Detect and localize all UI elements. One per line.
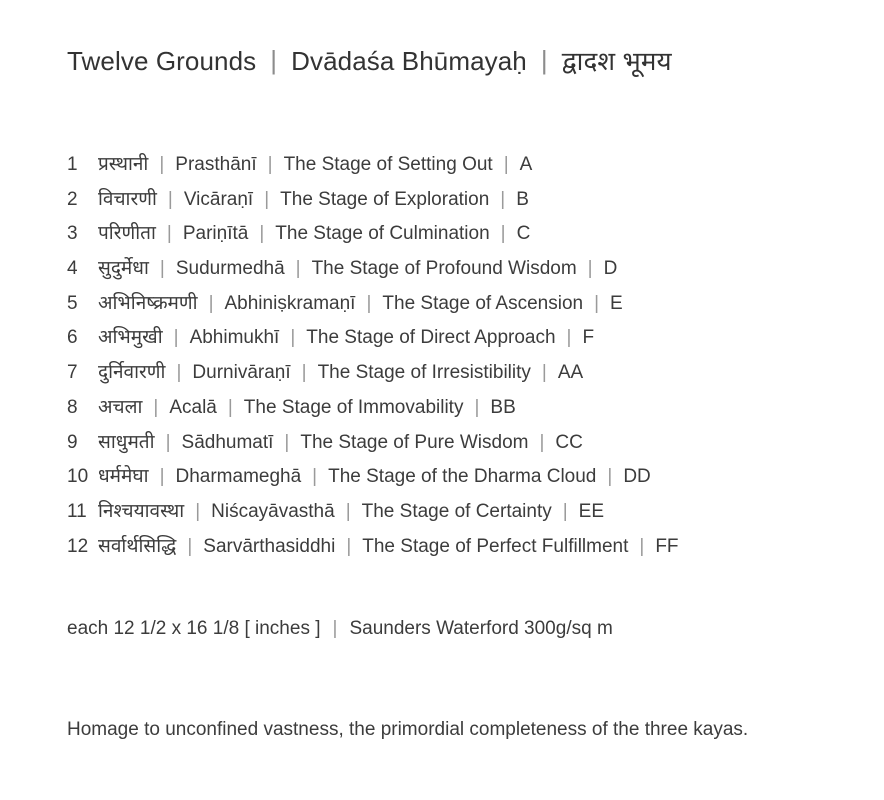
ground-devanagari: साधुमती [98, 431, 155, 453]
title-separator-1: | [270, 45, 278, 75]
row-separator: | [153, 396, 159, 418]
ground-row [67, 391, 867, 426]
ground-row [67, 356, 867, 391]
row-separator: | [208, 292, 214, 314]
ground-english: The Stage of Direct Approach [306, 327, 556, 349]
ground-transliteration: Vicāraṇī [183, 188, 254, 210]
row-separator: | [607, 466, 613, 488]
ground-english: The Stage of Ascension [382, 292, 584, 314]
page-title [67, 46, 672, 77]
materials-note [67, 617, 613, 642]
ground-devanagari: दुर्निवारणी [98, 362, 166, 384]
ground-number: 8 [67, 396, 78, 418]
ground-number: 7 [67, 362, 78, 384]
materials-separator: | [332, 618, 338, 639]
row-separator: | [264, 188, 270, 210]
row-separator: | [165, 431, 171, 453]
ground-transliteration: Prasthānī [175, 154, 257, 175]
ground-transliteration: Durnivāraṇī [192, 362, 291, 384]
row-separator: | [562, 500, 568, 522]
ground-row [67, 495, 867, 530]
row-separator: | [166, 223, 172, 245]
ground-english: The Stage of Culmination [275, 223, 490, 245]
ground-english: The Stage of the Dharma Cloud [328, 466, 597, 488]
ground-english: The Stage of Profound Wisdom [311, 258, 577, 280]
row-separator: | [639, 535, 645, 557]
ground-english: The Stage of Perfect Fulfillment [362, 535, 629, 557]
row-separator: | [474, 396, 480, 418]
row-separator: | [346, 535, 352, 557]
paper-text: Saunders Waterford 300g/sq m [349, 618, 613, 639]
title-transliteration: Dvādaśa Bhūmayaḥ [291, 46, 527, 76]
ground-english: The Stage of Certainty [361, 500, 552, 522]
ground-devanagari: प्रस्थानी [98, 154, 149, 175]
ground-row [67, 148, 867, 183]
row-separator: | [227, 396, 233, 418]
ground-number: 2 [67, 188, 78, 210]
ground-code: F [582, 327, 595, 349]
row-separator: | [267, 154, 273, 175]
title-english: Twelve Grounds [67, 46, 257, 76]
ground-row [67, 252, 867, 287]
ground-row [67, 217, 867, 252]
ground-devanagari: अभिमुखी [98, 327, 163, 349]
ground-transliteration: Niścayāvasthā [211, 500, 335, 522]
row-separator: | [587, 258, 593, 280]
ground-number: 4 [67, 258, 78, 280]
row-separator: | [195, 500, 201, 522]
ground-number: 5 [67, 292, 78, 314]
ground-code: B [516, 188, 529, 210]
row-separator: | [295, 258, 301, 280]
ground-transliteration: Sudurmedhā [175, 258, 285, 280]
ground-code: EE [578, 500, 605, 522]
ground-number: 1 [67, 154, 78, 175]
ground-row [67, 287, 867, 322]
row-separator: | [159, 258, 165, 280]
row-separator: | [159, 466, 165, 488]
ground-devanagari: सुदुर्मेधा [98, 258, 149, 280]
ground-code: C [516, 223, 531, 245]
row-separator: | [173, 327, 179, 349]
grounds-list [67, 148, 867, 564]
ground-row [67, 530, 867, 565]
ground-english: The Stage of Immovability [243, 396, 464, 418]
row-separator: | [312, 466, 318, 488]
title-devanagari: द्वादश भूमय [561, 46, 672, 76]
ground-number: 9 [67, 431, 78, 453]
row-separator: | [159, 154, 165, 175]
ground-transliteration: Pariṇītā [182, 223, 249, 245]
ground-number: 6 [67, 327, 78, 349]
ground-english: The Stage of Exploration [280, 188, 490, 210]
row-separator: | [167, 188, 173, 210]
ground-row [67, 460, 867, 495]
ground-devanagari: अचला [98, 396, 143, 418]
homage-note: Homage to unconfined vastness, the primordial completeness of the three kayas. [67, 719, 749, 740]
ground-code: A [519, 154, 533, 175]
row-separator: | [284, 431, 290, 453]
ground-number: 11 [67, 500, 87, 522]
ground-number: 3 [67, 223, 78, 245]
ground-code: DD [623, 466, 651, 488]
ground-devanagari: धर्ममेघा [98, 466, 149, 488]
ground-devanagari: निश्चयावस्था [98, 500, 185, 522]
row-separator: | [594, 292, 600, 314]
ground-devanagari: सर्वार्थसिद्धि [98, 535, 177, 557]
row-separator: | [500, 188, 506, 210]
ground-devanagari: अभिनिष्क्रमणी [98, 292, 198, 314]
ground-number: 12 [67, 535, 89, 557]
ground-code: FF [655, 535, 679, 557]
row-separator: | [503, 154, 509, 175]
ground-devanagari: विचारणी [98, 188, 157, 210]
ground-code: D [603, 258, 618, 280]
ground-number: 10 [67, 466, 89, 488]
ground-row [67, 183, 867, 218]
row-separator: | [187, 535, 193, 557]
row-separator: | [290, 327, 296, 349]
row-separator: | [301, 362, 307, 384]
row-separator: | [539, 431, 545, 453]
ground-code: CC [555, 431, 583, 453]
ground-code: E [610, 292, 623, 314]
row-separator: | [345, 500, 351, 522]
ground-devanagari: परिणीता [98, 223, 156, 245]
row-separator: | [366, 292, 372, 314]
dimensions-text: each 12 1/2 x 16 1/8 [ inches ] [67, 618, 321, 639]
ground-transliteration: Dharmameghā [175, 466, 302, 488]
ground-transliteration: Acalā [169, 396, 217, 418]
ground-transliteration: Sarvārthasiddhi [203, 535, 336, 557]
ground-transliteration: Abhiniṣkramaṇī [224, 292, 356, 314]
ground-row [67, 321, 867, 356]
row-separator: | [566, 327, 572, 349]
ground-transliteration: Sādhumatī [181, 431, 274, 453]
title-separator-2: | [540, 45, 548, 75]
ground-transliteration: Abhimukhī [189, 327, 280, 349]
ground-english: The Stage of Irresistibility [317, 362, 531, 384]
row-separator: | [259, 223, 265, 245]
ground-code: AA [557, 362, 584, 384]
ground-row [67, 426, 867, 461]
ground-english: The Stage of Pure Wisdom [300, 431, 529, 453]
row-separator: | [176, 362, 182, 384]
row-separator: | [541, 362, 547, 384]
row-separator: | [500, 223, 506, 245]
ground-english: The Stage of Setting Out [283, 154, 493, 175]
ground-code: BB [490, 396, 516, 418]
